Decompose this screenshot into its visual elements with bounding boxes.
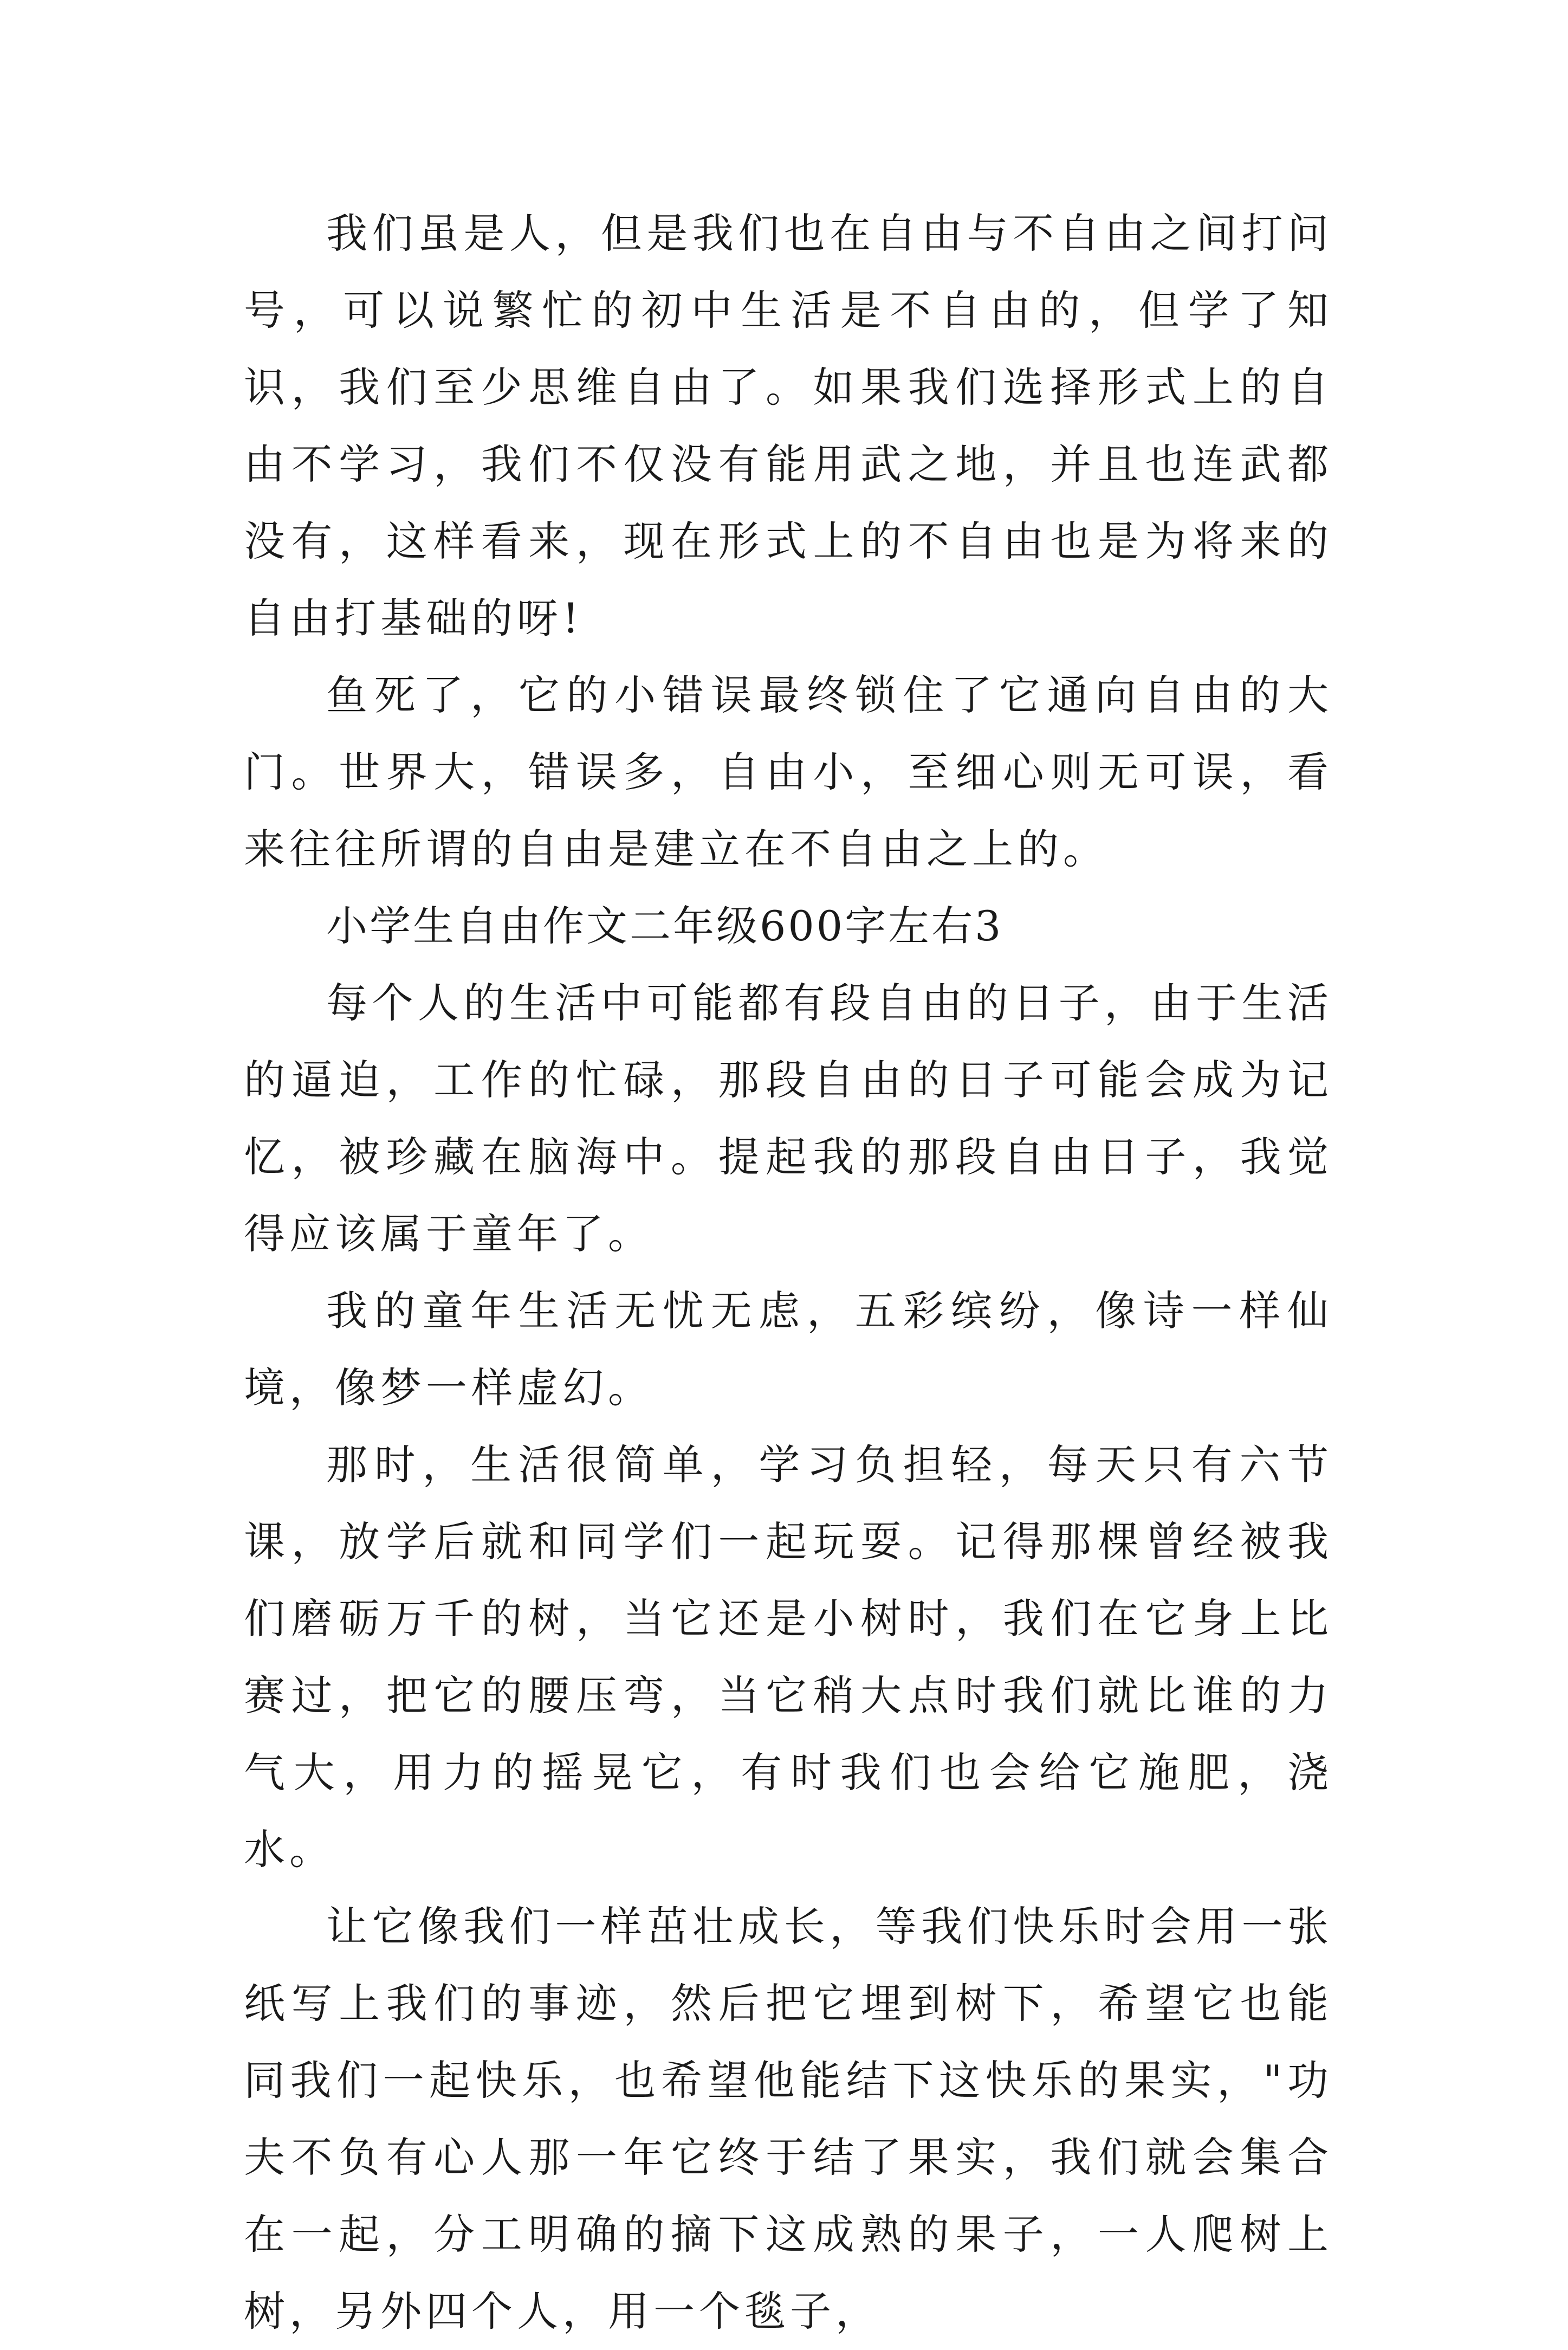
section-heading: 小学生自由作文二年级600字左右3: [326, 902, 1003, 950]
paragraph-4: 我的童年生活无忧无虑，五彩缤纷，像诗一样仙境，像梦一样虚幻。: [244, 1287, 1333, 1412]
paragraph-2: 鱼死了，它的小错误最终锁住了它通向自由的大门。世界大，错误多，自由小，至细心则无可误，看来往往所谓的自由是建立在不自由之上的。: [244, 671, 1333, 873]
paragraph-6: 让它像我们一样茁壮成长，等我们快乐时会用一张纸写上我们的事迹，然后把它埋到树下，希望它也能同我们一起快乐，也希望他能结下这快乐的果实，"功夫不负有心人那一年它终于结了果实，我们就会集合在一起，分工明确的摘下这成熟的果子，一人爬树上树，另外四个人，用一个毯子，: [244, 1902, 1333, 2335]
paragraph-5: 那时，生活很简单，学习负担轻，每天只有六节课，放学后就和同学们一起玩耍。记得那棵曾经被我们磨砺万千的树，当它还是小树时，我们在它身上比赛过，把它的腰压弯，当它稍大点时我们就比谁的力气大，用力的摇晃它，有时我们也会给它施肥，浇水。: [244, 1441, 1333, 1874]
paragraph-1: 我们虽是人，但是我们也在自由与不自由之间打问号，可以说繁忙的初中生活是不自由的，但学了知识，我们至少思维自由了。如果我们选择形式上的自由不学习，我们不仅没有能用武之地，并且也连武都没有，这样看来，现在形式上的不自由也是为将来的自由打基础的呀!: [244, 209, 1333, 642]
paragraph-3: 每个人的生活中可能都有段自由的日子，由于生活的逼迫，工作的忙碌，那段自由的日子可能会成为记忆，被珍藏在脑海中。提起我的那段自由日子，我觉得应该属于童年了。: [244, 979, 1333, 1258]
document-body: [244, 195, 1333, 2350]
